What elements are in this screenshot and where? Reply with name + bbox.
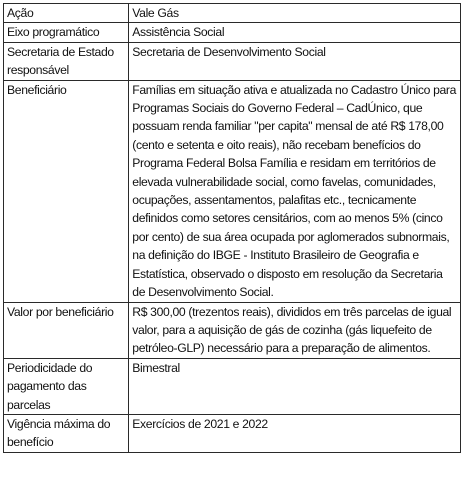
row-value-valor: R$ 300,00 (trezentos reais), divididos em três parcelas de igual valor, para a aquisição de gás de cozinha (gás liquefeito de petróleo-GLP) necessário para a preparação de alimentos. bbox=[129, 302, 461, 358]
program-info-table bbox=[3, 3, 461, 453]
row-value-vigencia: Exercícios de 2021 e 2022 bbox=[129, 414, 461, 452]
row-value-eixo: Assistência Social bbox=[129, 23, 461, 42]
table-row-eixo bbox=[4, 23, 461, 42]
table-row-periodicidade bbox=[4, 358, 461, 414]
table-row-valor bbox=[4, 302, 461, 358]
row-value-acao: Vale Gás bbox=[129, 4, 461, 23]
table-row-secretaria bbox=[4, 42, 461, 80]
row-label-eixo: Eixo programático bbox=[4, 23, 129, 42]
row-label-acao: Ação bbox=[4, 4, 129, 23]
row-label-vigencia: Vigência máxima do benefício bbox=[4, 414, 129, 452]
row-value-periodicidade: Bimestral bbox=[129, 358, 461, 414]
row-value-secretaria: Secretaria de Desenvolvimento Social bbox=[129, 42, 461, 80]
row-label-beneficiario: Beneficiário bbox=[4, 80, 129, 302]
row-label-secretaria: Secretaria de Estado responsável bbox=[4, 42, 129, 80]
table-row-vigencia bbox=[4, 414, 461, 452]
row-label-periodicidade: Periodicidade do pagamento das parcelas bbox=[4, 358, 129, 414]
row-label-valor: Valor por beneficiário bbox=[4, 302, 129, 358]
row-value-beneficiario: Famílias em situação ativa e atualizada no Cadastro Único para Programas Sociais do Governo Federal – CadÚnico, que possuam renda familiar "per capita" mensal de até R$ 178,00 (cento e setenta e oito reais), não recebam benefícios do Programa Federal Bolsa Família e residam em territórios de elevada vulnerabilidade social, como favelas, comunidades, ocupações, assentamentos, palafitas etc., tecnicamente definidos como setores censitários, com ao menos 5% (cinco por cento) de sua área ocupada por aglomerados subnormais, na definição do IBGE - Instituto Brasileiro de Geografia e Estatística, observado o disposto em resolução da Secretaria de Desenvolvimento Social. bbox=[129, 80, 461, 302]
table-row-acao bbox=[4, 4, 461, 23]
table-row-beneficiario bbox=[4, 80, 461, 302]
